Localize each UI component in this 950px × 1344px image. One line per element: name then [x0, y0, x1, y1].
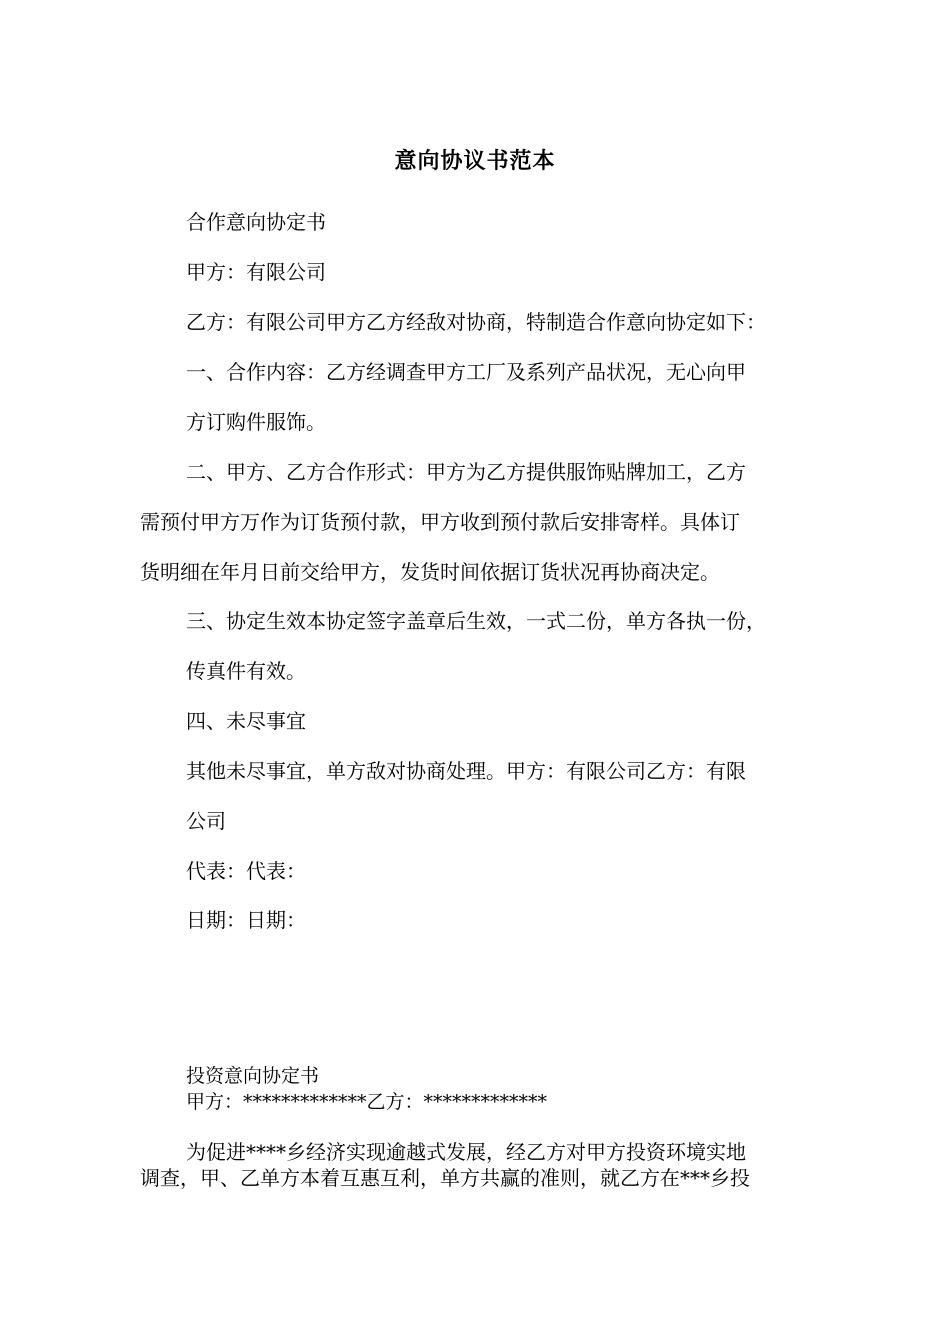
- document-title: 意向协议书范本: [394, 149, 556, 174]
- clause-3-line-2: 传真件有效。: [186, 659, 306, 683]
- clause-1-line-1: 一、合作内容：乙方经调查甲方工厂及系列产品状况，无心向甲: [186, 360, 746, 384]
- investment-parties-line: 甲方：*************乙方：*************: [186, 1091, 548, 1113]
- clause-4-heading: 四、未尽事宜: [186, 709, 306, 733]
- clause-4-line-1: 其他未尽事宜，单方敌对协商处理。甲方：有限公司乙方：有限: [186, 759, 746, 783]
- representative-line: 代表：代表：: [186, 859, 306, 883]
- investment-para-line-2: 调查，甲、乙单方本着互惠互利，单方共赢的准则，就乙方在***乡投: [140, 1166, 750, 1190]
- party-b-line: 乙方：有限公司甲方乙方经敌对协商，特制造合作意向协定如下：: [186, 310, 766, 334]
- clause-4-line-2: 公司: [186, 809, 226, 833]
- clause-1-line-2: 方订购件服饰。: [186, 410, 326, 434]
- investment-para-line-1: 为促进****乡经济实现逾越式发展，经乙方对甲方投资环境实地: [186, 1140, 746, 1164]
- clause-3-line-1: 三、协定生效本协定签字盖章后生效，一式二份，单方各执一份，: [186, 609, 766, 633]
- party-a-line: 甲方：有限公司: [186, 260, 326, 284]
- clause-2-line-2: 需预付甲方万作为订货预付款，甲方收到预付款后安排寄样。具体订: [140, 510, 740, 534]
- date-line: 日期：日期：: [186, 908, 306, 932]
- clause-2-line-3: 货明细在年月日前交给甲方，发货时间依据订货状况再协商决定。: [140, 560, 720, 584]
- clause-2-line-1: 二、甲方、乙方合作形式：甲方为乙方提供服饰贴牌加工，乙方: [186, 460, 746, 484]
- section-heading-cooperation: 合作意向协定书: [186, 210, 326, 234]
- section-heading-investment: 投资意向协定书: [186, 1065, 320, 1087]
